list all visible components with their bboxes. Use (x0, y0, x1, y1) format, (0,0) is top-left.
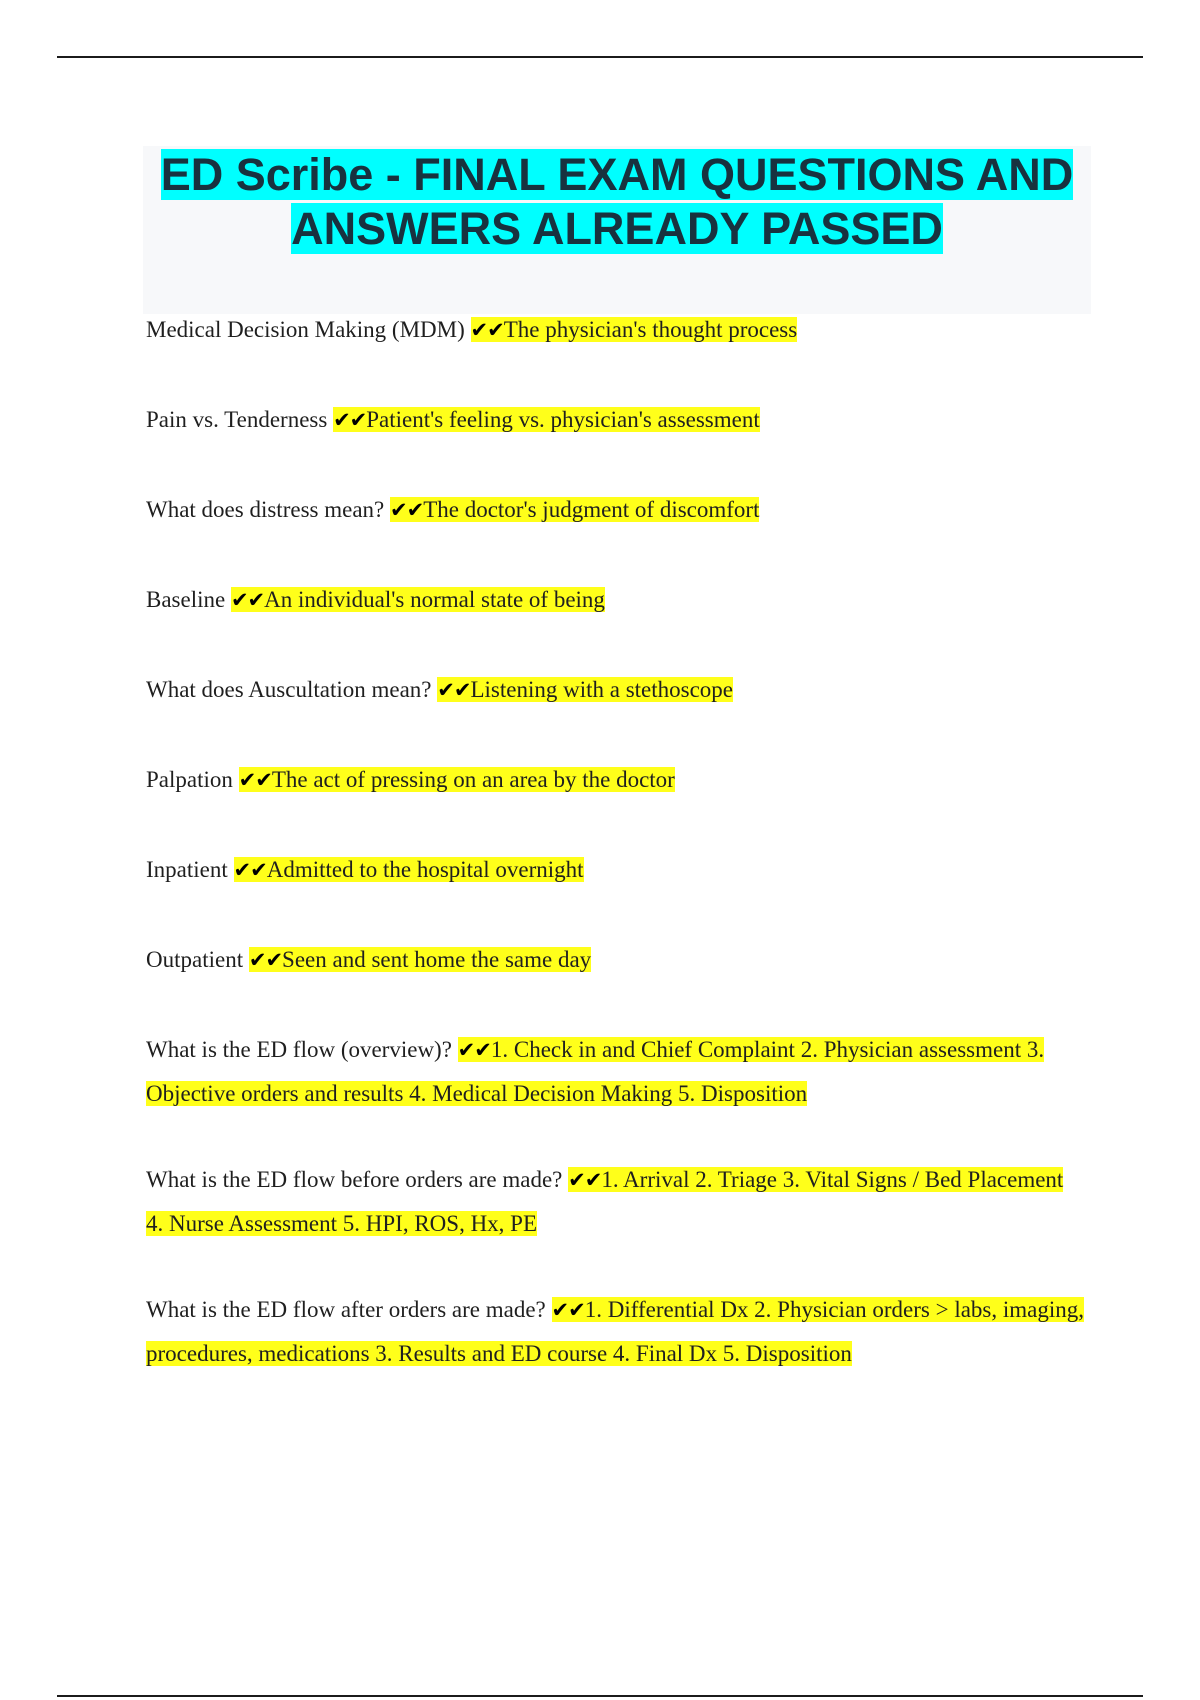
double-check-icon: ✔✔ (568, 1168, 602, 1192)
answer-text: Seen and sent home the same day (282, 947, 592, 972)
answer-text: Admitted to the hospital overnight (266, 857, 584, 882)
double-check-icon: ✔✔ (230, 588, 265, 612)
double-check-icon: ✔✔ (470, 318, 504, 342)
double-check-icon: ✔✔ (389, 498, 424, 522)
bottom-rule (57, 1695, 1143, 1697)
document-title (143, 146, 1091, 256)
answer-highlight (234, 857, 584, 882)
top-rule (57, 56, 1143, 58)
qa-item (146, 1288, 1086, 1376)
answer-text: The physician's thought process (503, 317, 798, 342)
document-title-text: ED Scribe - FINAL EXAM QUESTIONS AND ANSWERS ALREADY PASSED (160, 149, 1074, 254)
answer-highlight (471, 317, 798, 342)
qa-item (146, 308, 1086, 352)
answer-text: 1. Differential Dx 2. Physician orders > labs, imaging, procedures, medications 3. Results and ED course 4. Final Dx 5. Disposition (146, 1297, 1085, 1366)
qa-item (146, 398, 1086, 442)
qa-item (146, 848, 1086, 892)
answer-highlight (333, 407, 760, 432)
question-text: What is the ED flow (overview)? (146, 1037, 452, 1062)
question-text: Medical Decision Making (MDM) (146, 317, 465, 342)
answer-text: 1. Arrival 2. Triage 3. Vital Signs / Bed Placement 4. Nurse Assessment 5. HPI, ROS, Hx, PE (146, 1167, 1064, 1236)
answer-text: An individual's normal state of being (264, 587, 605, 612)
qa-item (146, 488, 1086, 532)
question-text: What is the ED flow after orders are made? (146, 1297, 546, 1322)
qa-item (146, 758, 1086, 802)
question-text: What does Auscultation mean? (146, 677, 432, 702)
qa-list (146, 308, 1086, 1418)
answer-highlight (239, 767, 675, 792)
double-check-icon: ✔✔ (238, 768, 272, 792)
double-check-icon: ✔✔ (551, 1298, 585, 1322)
double-check-icon: ✔✔ (437, 678, 471, 702)
double-check-icon: ✔✔ (233, 858, 267, 882)
answer-text: The act of pressing on an area by the doctor (271, 767, 675, 792)
answer-text: 1. Check in and Chief Complaint 2. Physician assessment 3. Objective orders and results 4. Medical Decision Making 5. Disposition (146, 1037, 1045, 1106)
qa-item (146, 1028, 1086, 1116)
title-banner (143, 146, 1091, 314)
question-text: What is the ED flow before orders are made? (146, 1167, 563, 1192)
question-text: What does distress mean? (146, 497, 385, 522)
qa-item (146, 668, 1086, 712)
question-text: Palpation (146, 767, 233, 792)
answer-highlight (390, 497, 760, 522)
qa-item (146, 578, 1086, 622)
answer-highlight (249, 947, 591, 972)
answer-text: The doctor's judgment of discomfort (423, 497, 760, 522)
answer-text: Listening with a stethoscope (470, 677, 734, 702)
answer-highlight (231, 587, 605, 612)
answer-text: Patient's feeling vs. physician's assessment (366, 407, 760, 432)
question-text: Inpatient (146, 857, 228, 882)
qa-item (146, 1158, 1086, 1246)
question-text: Outpatient (146, 947, 244, 972)
question-text: Baseline (146, 587, 226, 612)
answer-highlight (437, 677, 733, 702)
double-check-icon: ✔✔ (333, 408, 367, 432)
double-check-icon: ✔✔ (457, 1038, 491, 1062)
double-check-icon: ✔✔ (248, 948, 283, 972)
question-text: Pain vs. Tenderness (146, 407, 328, 432)
qa-item (146, 938, 1086, 982)
